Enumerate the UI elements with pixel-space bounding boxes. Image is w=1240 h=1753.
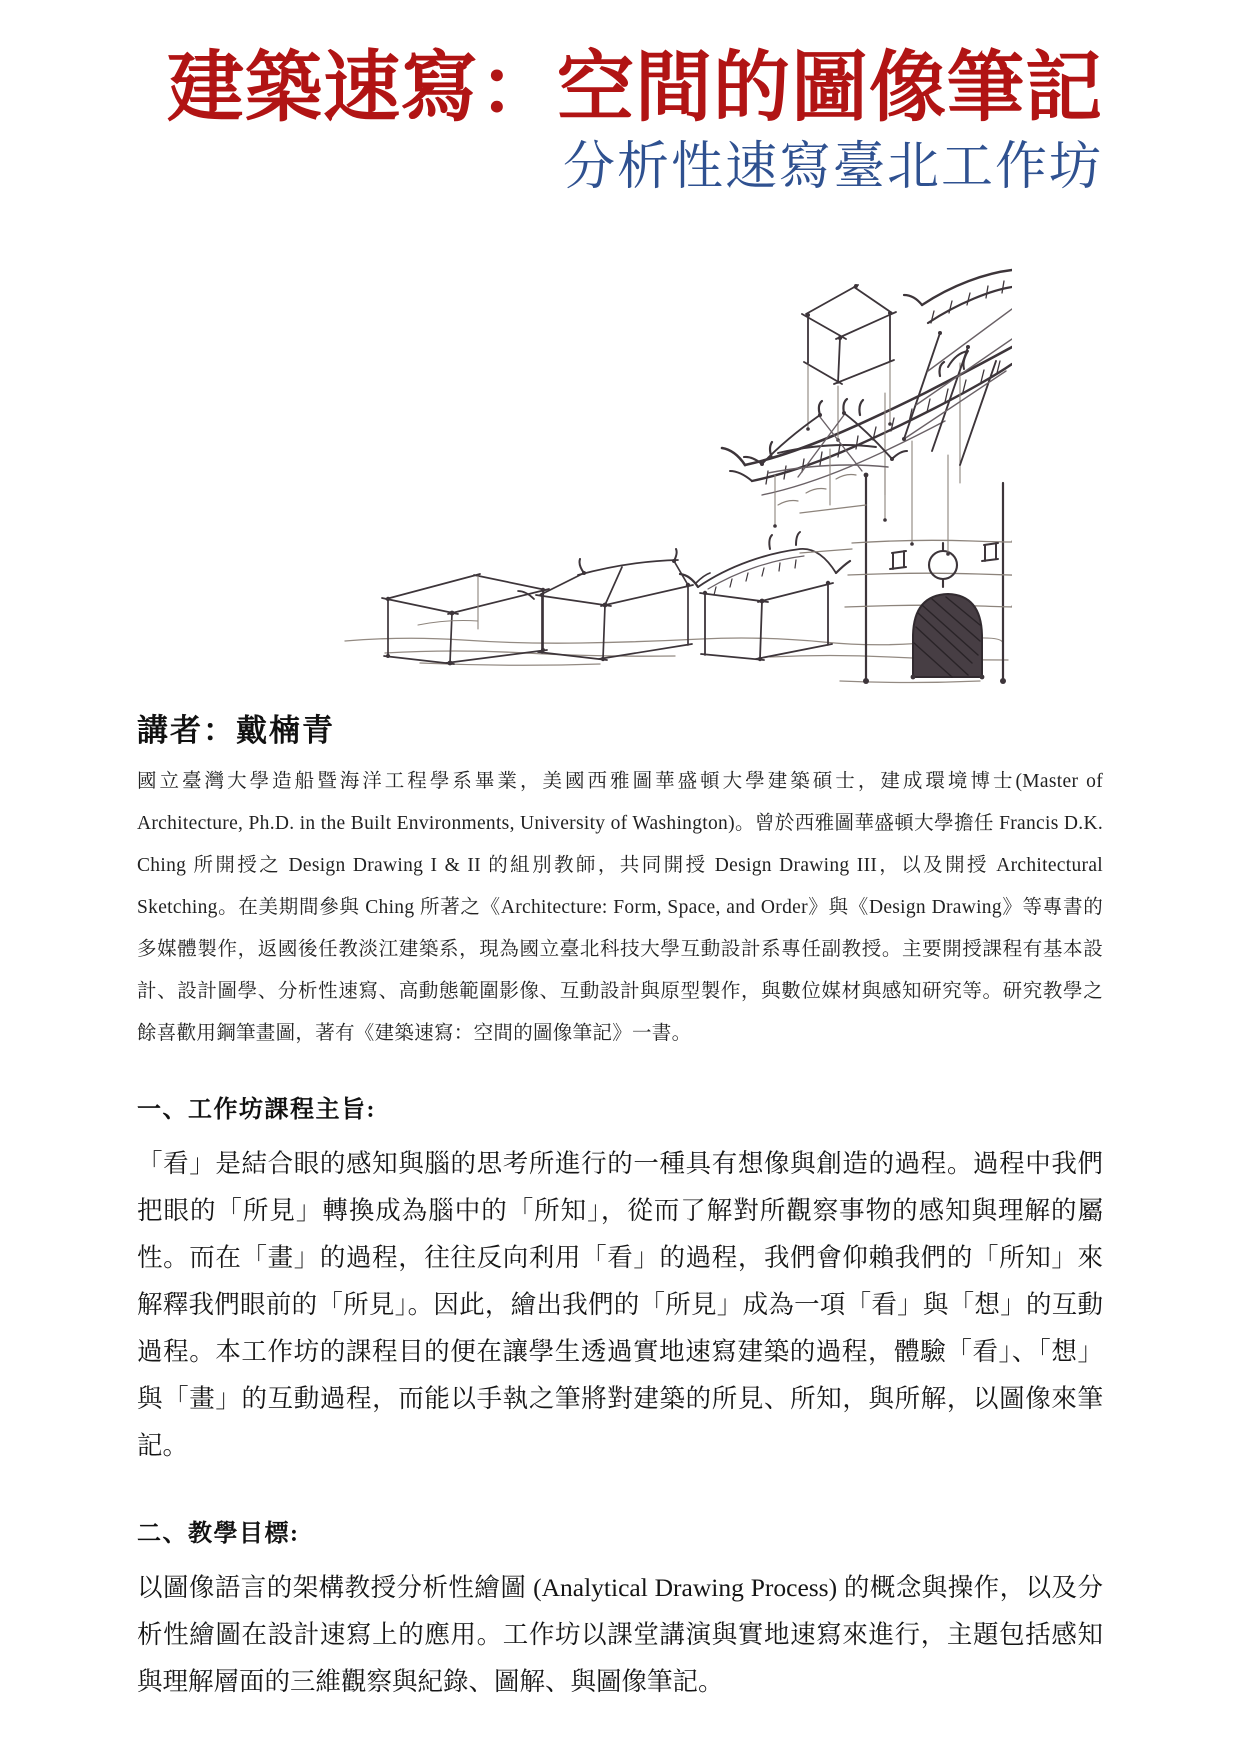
section-2-heading: 二、教學目標: [137,1521,300,1548]
page-title: 建築速寫：空間的圖像筆記 [167,45,1103,131]
page-subtitle: 分析性速寫臺北工作坊 [562,138,1103,196]
speaker-heading: 講者：戴楠青 [137,712,335,748]
speaker-bio: 國立臺灣大學造船暨海洋工程學系畢業，美國西雅圖華盛頓大學建築碩士，建成環境博士(Master of Architecture, Ph.D. in the Built Environments, University of Washington)。曾於西雅圖華盛頓大學擔任 Francis D.K. Ching 所開授之 Design Drawing I & II 的組別教師，共同開授 Design Drawing III，以及開授 Architectural Sketching。在美期間參與 Ching 所著之《Architecture: Form, Space, and Order》與《Design Drawing》等專書的多媒體製作，返國後任教淡江建築系，現為國立臺北科技大學互動設計系專任副教授。主要開授課程有基本設計、設計圖學、分析性速寫、高動態範圍影像、互動設計與原型製作，與數位媒材與感知研究等。研究教學之餘喜歡用鋼筆畫圖，著有《建築速寫：空間的圖像筆記》一書。 [137,771,1103,1045]
section-1-body: 「看」是結合眼的感知與腦的思考所進行的一種具有想像與創造的過程。過程中我們把眼的「所見」轉換成為腦中的「所知」，從而了解對所觀察事物的感知與理解的屬性。而在「畫」的過程，往往反向利用「看」的過程，我們會仰賴我們的「所知」來解釋我們眼前的「所見」。因此，繪出我們的「所見」成為一項「看」與「想」的互動過程。本工作坊的課程目的便在讓學生透過實地速寫建築的過程，體驗「看」、「想」與「畫」的互動過程，而能以手執之筆將對建築的所見、所知，與所解，以圖像來筆記。 [137,1149,1103,1461]
architecture-pen-sketch-icon [300,243,1012,695]
title-block [137,0,1103,199]
section-workshop-purpose [137,1089,1103,1469]
section-2-body: 以圖像語言的架構教授分析性繪圖 (Analytical Drawing Process) 的概念與操作，以及分析性繪圖在設計速寫上的應用。工作坊以課堂講演與實地速寫來進行，主題包括感知與理解層面的三維觀察與紀錄、圖解、與圖像筆記。 [137,1573,1103,1697]
section-teaching-goals [137,1513,1103,1705]
hero-sketch-image [300,243,1012,695]
section-1-heading: 一、工作坊課程主旨: [137,1097,376,1124]
